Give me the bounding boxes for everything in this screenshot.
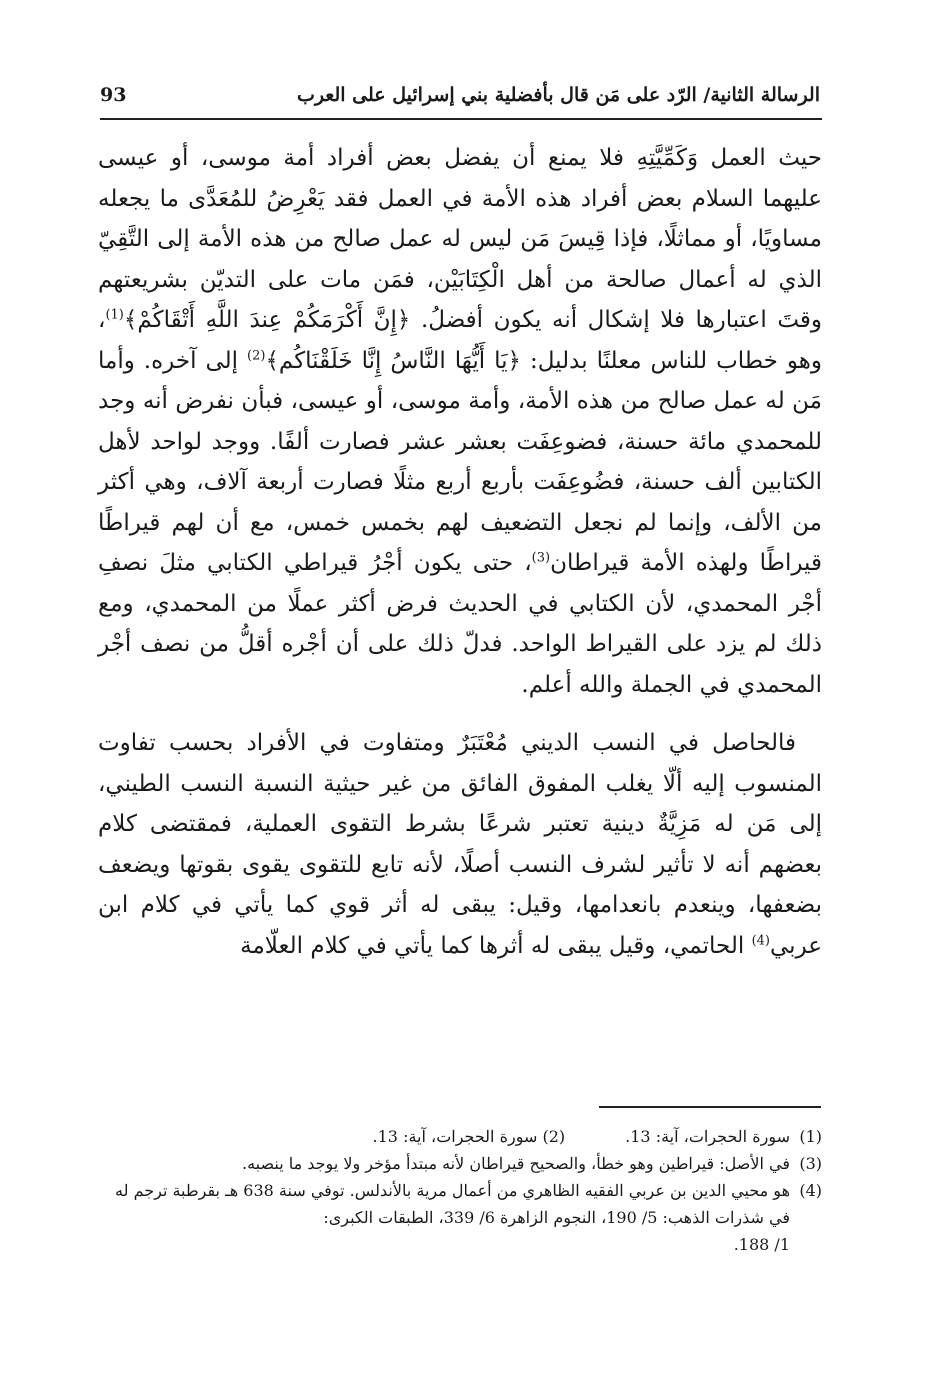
footnote-row xyxy=(100,1150,822,1177)
body-span: الحاتمي، وقيل يبقى له أثرها كما يأتي في كلام العلّامة xyxy=(240,932,745,959)
footnote-number: (1) xyxy=(799,1127,822,1146)
footnote-number: (4) xyxy=(799,1181,822,1200)
page-number: 93 xyxy=(100,84,127,106)
footnote-ref-2[interactable]: (2) xyxy=(247,347,266,363)
footnote-text: سورة الحجرات، آية: 13. xyxy=(625,1127,790,1146)
footnote-ref-1[interactable]: (1) xyxy=(105,307,124,323)
footnotes xyxy=(100,1123,822,1258)
footnote-rule xyxy=(599,1106,821,1108)
paragraph-2 xyxy=(98,723,822,966)
footnote-number: (3) xyxy=(799,1154,822,1173)
body-span: ، وهو خطاب للناس معلنًا بدليل: xyxy=(98,307,822,374)
body-span: فالحاصل في النسب الديني مُعْتَبَرٌ ومتفاوت في الأفراد بحسب تفاوت المنسوب إليه ألّا يغلب المفوق الفائق من غير حيثية النسبة النسب الطيني، إلى مَن له مَزِيَّةٌ دينية تعتبر شرعًا بشرط التقوى العملية، فمقتضى كلام بعضهم أنه لا تأثير لشرف النسب أصلًا، لأنه تابع للتقوى يقوى بقوتها ويضعف بضعفها، وينعدم بانعدامها، وقيل: يبقى له أثر قوي كما يأتي في كلام ابن عربي xyxy=(98,730,822,959)
paragraph-1 xyxy=(98,138,822,705)
footnote-text: في الأصل: قيراطين وهو خطأ، والصحيح قيراطان لأنه مبتدأ مؤخر ولا يوجد ما ينصبه. xyxy=(242,1154,790,1173)
page-header xyxy=(100,80,820,112)
footnote-number: (2) xyxy=(542,1127,566,1146)
running-title: الرسالة الثانية/ الرّد على مَن قال بأفضلية بني إسرائيل على العرب xyxy=(296,84,820,106)
body-span: ، حتى يكون أجْرُ قيراطي الكتابي مثلَ نصفِ أجْر المحمدي، لأن الكتابي في الحديث فرض أكثر عملًا من المحمدي، ومع ذلك لم يزد على القيراط الواحد. فدلّ ذلك على أن أجْره أقلُّ من نصف أجْر المحمدي في الجملة والله أعلم. xyxy=(98,550,822,698)
footnote-text: هو محيي الدين بن عربي الفقيه الظاهري من أعمال مرية بالأندلس. توفي سنة 638 هـ بقرطبة ترجم له في شذرات الذهب: 5/ 190، النجوم الزاهرة 6/ 339، الطبقات الكبرى: xyxy=(115,1181,790,1227)
quran-verse-2: ﴿يَا أَيُّهَا النَّاسُ إِنَّا خَلَقْنَاكُم﴾ xyxy=(265,347,522,374)
quran-verse-1: ﴿إِنَّ أَكْرَمَكُمْ عِندَ اللَّهِ أَتْقَاكُمْ﴾ xyxy=(123,307,411,333)
header-rule xyxy=(100,118,822,120)
footnote-text-continued: 1/ 188. xyxy=(733,1235,790,1254)
footnote-row xyxy=(100,1123,822,1150)
body-span: حيث العمل وَكَمِّيَّتِهِ فلا يمنع أن يفضل بعض أفراد أمة موسى، أو عيسى عليهما السلام بعض أفراد هذه الأمة في العمل فقد يَعْرِضُ للمُعَدَّى ما يجعله مساويًا، أو مماثلًا، فإذا قِيسَ مَن ليس له عمل صالح من هذه الأمة إلى التَّقِيّ الذي له أعمال صالحة من أهل الْكِتَابَيْن، فمَن مات على التديّن بشريعتهم وقتَ اعتبارها فلا إشكال أنه يكون أفضلُ. xyxy=(98,145,823,333)
footnote-ref-3[interactable]: (3) xyxy=(531,550,551,566)
footnote-text: سورة الحجرات، آية: 13. xyxy=(372,1127,538,1146)
footnote-row xyxy=(100,1177,822,1231)
footnote-ref-4[interactable]: (4) xyxy=(751,932,770,948)
body-text xyxy=(98,138,822,966)
body-span: إلى آخره. وأما مَن له عمل صالح من هذه الأمة، وأمة موسى، أو عيسى، فبأن نفرض أنه وجد للمحمدي مائة حسنة، فضوعِفَت بعشر عشر فصارت ألفًا. ووجد لواحد لأهل الكتابين ألف حسنة، فضُوعِفَت بأربع أربع مثلًا فصارت أربعة آلاف، وهي أكثر من الألف، وإنما لم نجعل التضعيف لهم بخمس خمس، مع أن لهم قيراطًا قيراطًا ولهذه الأمة قيراطان xyxy=(98,347,822,576)
